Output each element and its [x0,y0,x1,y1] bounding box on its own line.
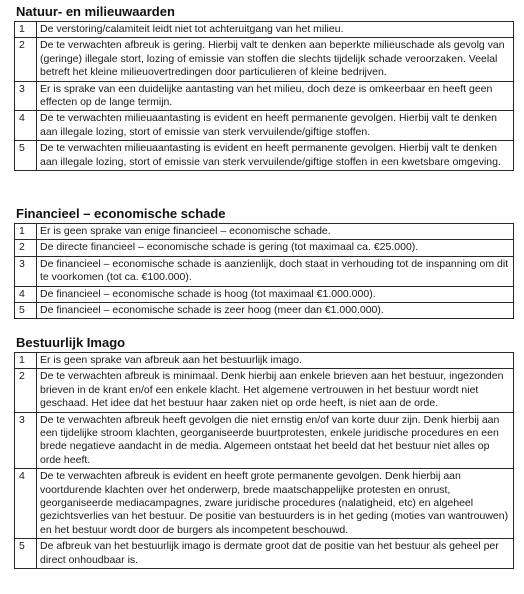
section-title: Natuur- en milieuwaarden [16,4,175,19]
row-number: 2 [15,369,37,412]
row-number: 5 [15,303,37,319]
section-natuur-milieuwaarden [14,4,514,171]
table-row [15,303,514,319]
row-number: 2 [15,38,37,81]
row-number: 1 [15,224,37,240]
row-description: Er is sprake van een duidelijke aantasting van het milieu, doch deze is omkeerbaar en heeft geen effecten op de lange termijn. [37,81,514,111]
row-number: 3 [15,81,37,111]
row-description: De te verwachten afbreuk is minimaal. Denk hierbij aan enkele brieven aan het bestuur, ingezonden brieven in de krant en/of een enkele klacht. Het algemene vertrouwen in het bestuur wordt niet geschaad. Het idee dat het bestuur haar zaken niet op orde heeft, is niet aan de orde. [37,369,514,412]
table-row [15,539,514,569]
criteria-table [14,223,514,319]
table-row [15,81,514,111]
table-row [15,38,514,81]
row-number: 4 [15,286,37,302]
row-number: 5 [15,539,37,569]
section-financieel-economische-schade [14,206,514,319]
row-number: 4 [15,469,37,539]
row-description: De te verwachten afbreuk is evident en heeft grote permanente gevolgen. Denk hierbij aan voortdurende klachten over het onderwerp, brede maatschappelijke protesten en onrust, georganiseerde mediacampagnes, zware juridische procedures (nalatigheid, etc) en algeheel gezichtsverlies van het bestuur. De positie van bestuurders is in het geding (moties van wantrouwen) en het bestuur wordt door de burgers als incompetent beschouwd. [37,469,514,539]
table-row [15,412,514,469]
criteria-table [14,21,514,171]
row-number: 1 [15,22,37,38]
row-description: De financieel – economische schade is zeer hoog (meer dan €1.000.000). [37,303,514,319]
table-row [15,224,514,240]
table-row [15,240,514,256]
row-description: Er is geen sprake van enige financieel – economische schade. [37,224,514,240]
table-row [15,469,514,539]
section-title: Financieel – economische schade [16,206,226,221]
criteria-table [14,352,514,569]
row-description: De directe financieel – economische schade is gering (tot maximaal ca. €25.000). [37,240,514,256]
row-number: 3 [15,256,37,286]
row-description: De te verwachten milieuaantasting is evident en heeft permanente gevolgen. Hierbij valt te denken aan illegale lozing, stort of emissie van sterk vervuilende/giftige stoffen. [37,111,514,141]
row-description: De te verwachten afbreuk is gering. Hierbij valt te denken aan beperkte milieuschade als gevolg van (geringe) illegale stort, lozing of emissie van stoffen die slechts tijdelijk schade veroorzaken. Veelal betreft het kleine milieuovertredingen door particulieren of kleine bedrijven. [37,38,514,81]
section-bestuurlijk-imago [14,335,514,569]
row-description: De afbreuk van het bestuurlijk imago is dermate groot dat de positie van het bestuur als geheel per direct onhoudbaar is. [37,539,514,569]
table-row [15,141,514,171]
table-row [15,369,514,412]
table-row [15,256,514,286]
row-number: 3 [15,412,37,469]
table-row [15,22,514,38]
row-description: Er is geen sprake van afbreuk aan het bestuurlijk imago. [37,353,514,369]
table-row [15,286,514,302]
table-row [15,353,514,369]
row-description: De financieel – economische schade is aanzienlijk, doch staat in verhouding tot de inspanning om dit te voorkomen (tot ca. €100.000). [37,256,514,286]
row-description: De financieel – economische schade is hoog (tot maximaal €1.000.000). [37,286,514,302]
row-number: 5 [15,141,37,171]
section-title: Bestuurlijk Imago [16,335,126,350]
row-description: De te verwachten afbreuk heeft gevolgen die niet ernstig en/of van korte duur zijn. Denk hierbij aan een tijdelijke stroom klachten, georganiseerde buurtprotesten, enkele juridische procedures en een brede negatieve aandacht in de media. Algemeen ontstaat het beeld dat het bestuur niet alles op orde heeft. [37,412,514,469]
row-description: De te verwachten milieuaantasting is evident en heeft permanente gevolgen. Hierbij valt te denken aan illegale lozing, stort of emissie van sterk vervuilende/giftige stoffen in een kwetsbare omgeving. [37,141,514,171]
row-number: 1 [15,353,37,369]
table-row [15,111,514,141]
row-description: De verstoring/calamiteit leidt niet tot achteruitgang van het milieu. [37,22,514,38]
row-number: 2 [15,240,37,256]
row-number: 4 [15,111,37,141]
